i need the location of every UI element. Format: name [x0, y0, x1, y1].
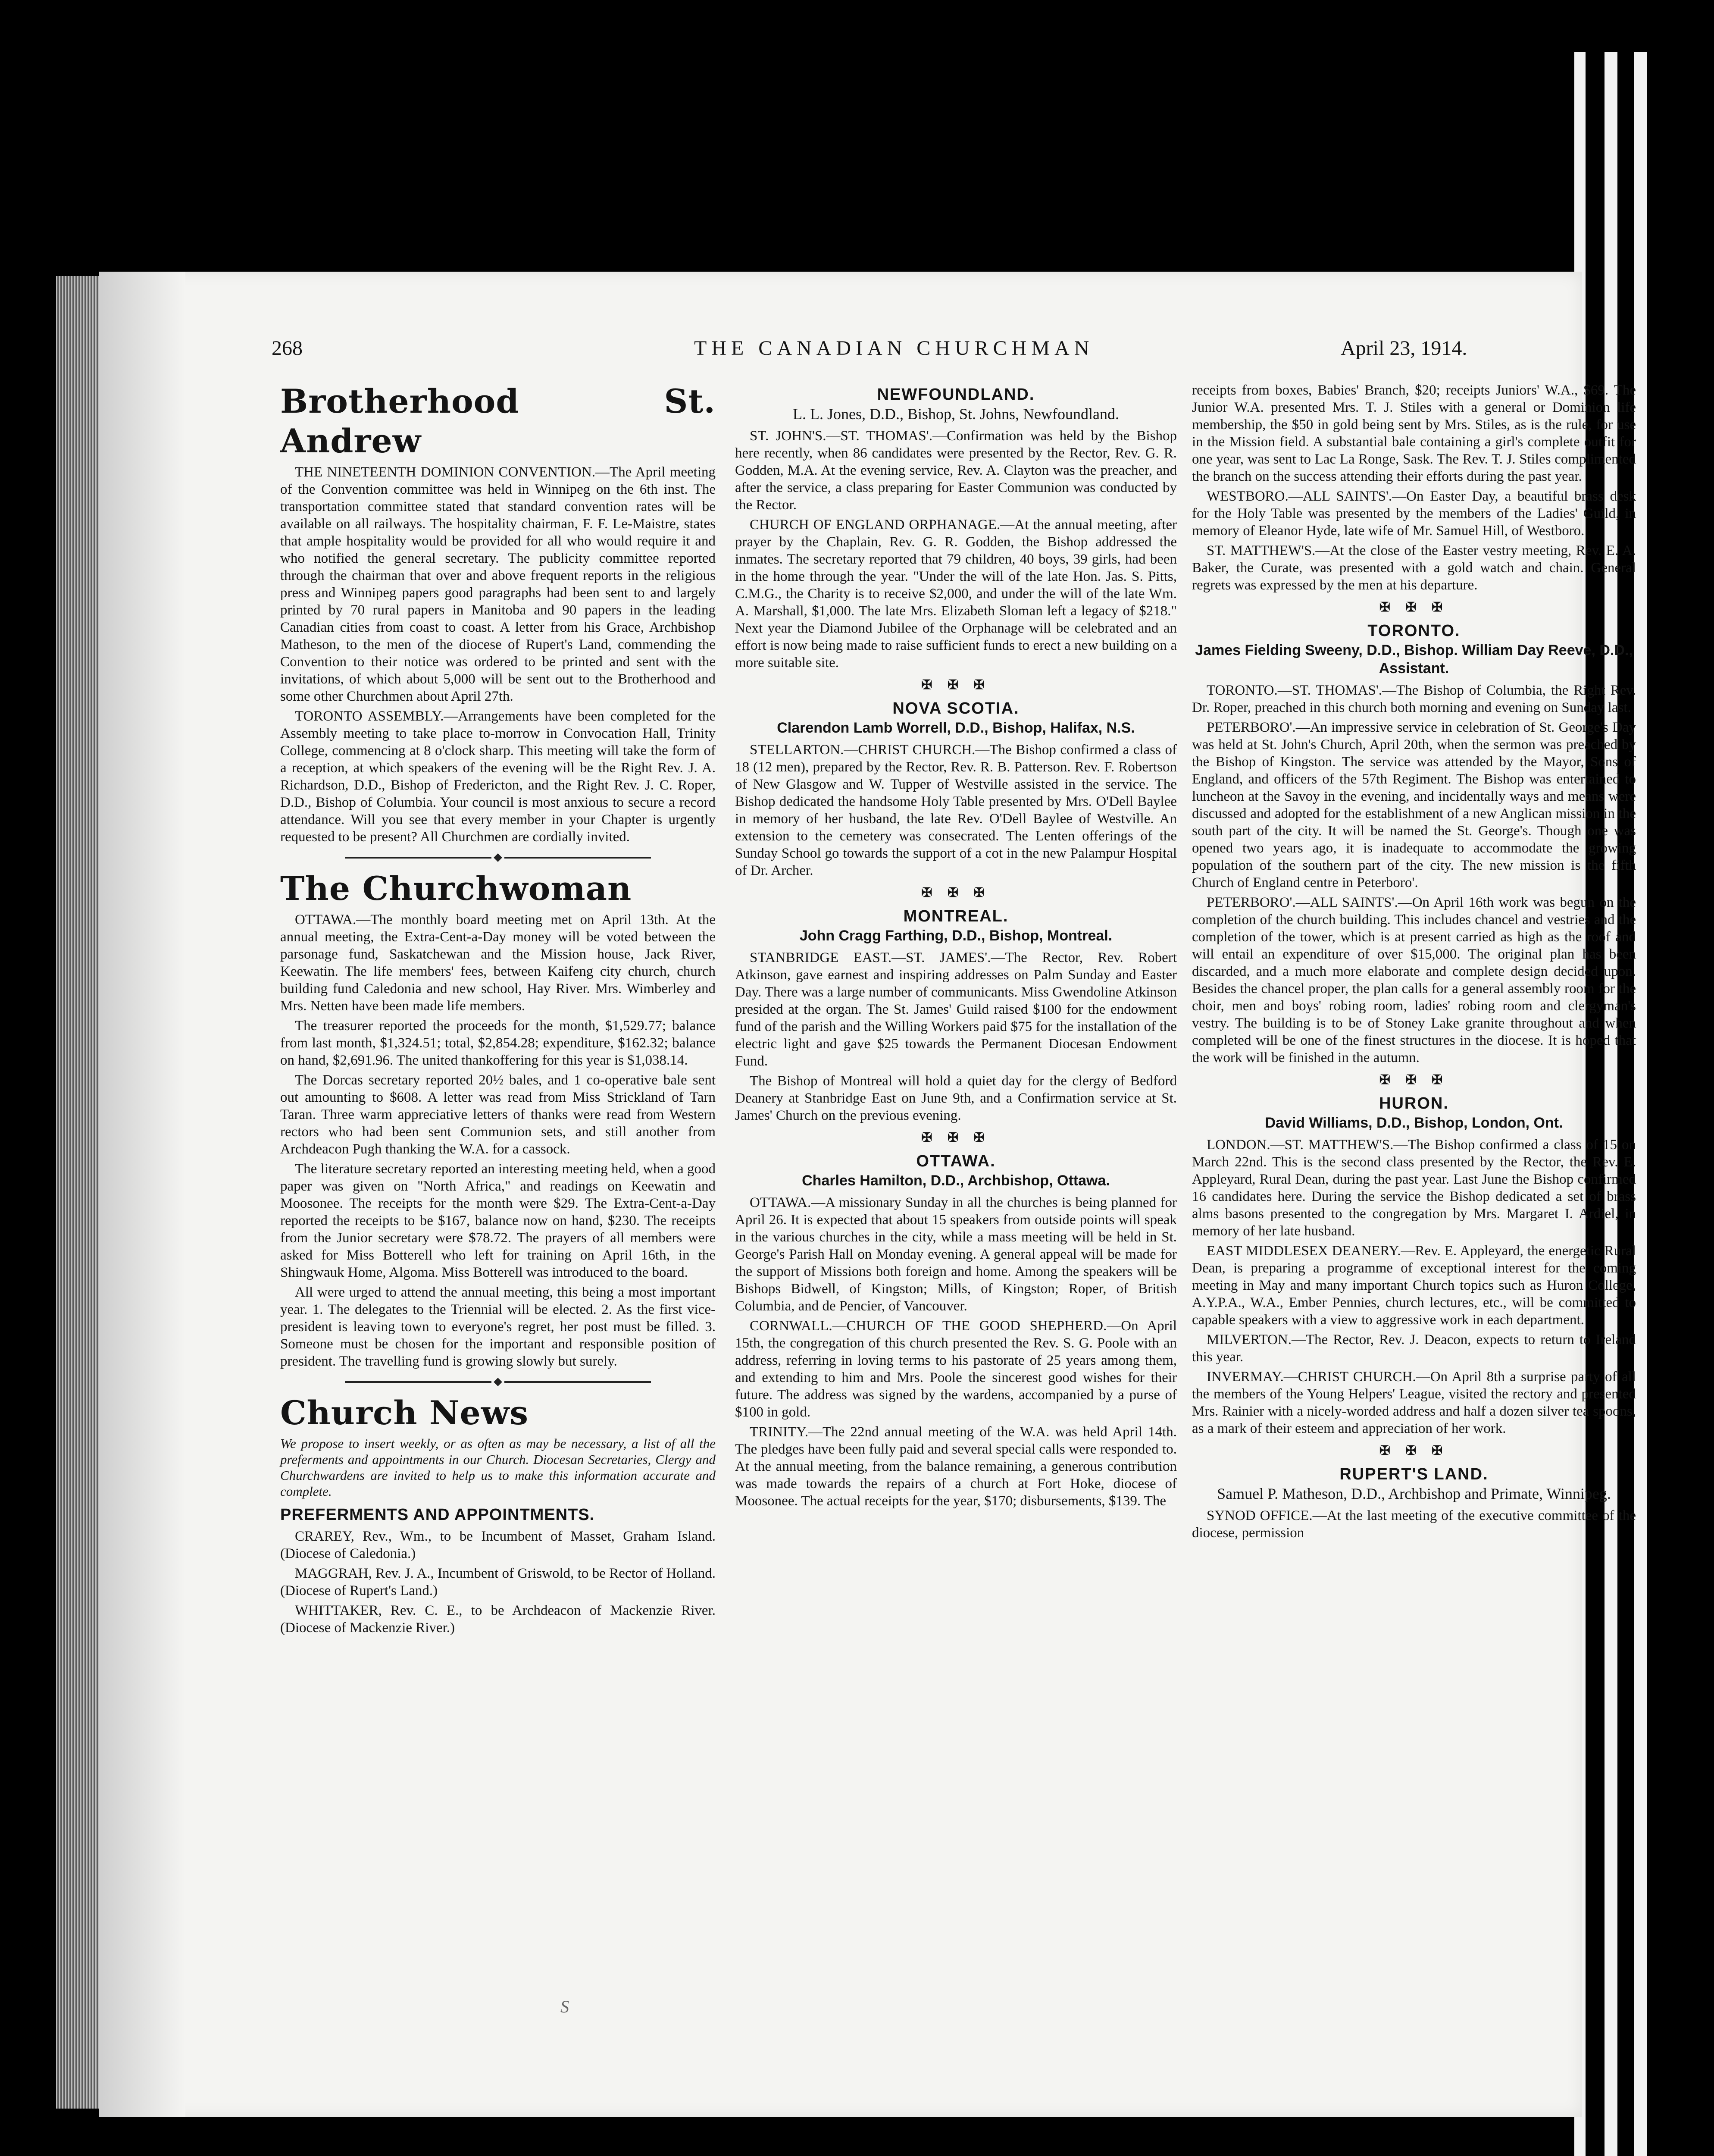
bishop-line: L. L. Jones, D.D., Bishop, St. Johns, Newfoundland. [793, 405, 1119, 423]
bishop-line: James Fielding Sweeny, D.D., Bishop. William Day Reeve, D.D., Assistant. [1195, 642, 1633, 677]
paragraph: PETERBORO'.—An impressive service in celebration of St. George's Day was held at St. John's Church, April 20th, when the sermon was preached by the Bishop of Kingston. The service was attended by the Mayor, Sons of England, and officers of the 57th Regiment. The Bishop was entertained to luncheon at the Savoy in the evening, and incidentally ways and means were discussed and adopted for the establishment of a new Anglican mission in the south part of the city. It will be named the St. George's. Though one was opened two years ago, it is inadequate to accommodate the growing population of the southern part of the city. The new mission is the fifth Church of England centre in Peterboro'. [1192, 720, 1636, 890]
running-head [99, 336, 1582, 371]
diocese-title-ottawa: OTTAWA. [916, 1152, 996, 1170]
paragraph: EAST MIDDLESEX DEANERY.—Rev. E. Appleyard, the energetic Rural Dean, is preparing a programme of exceptional interest for the coming meeting in May and many important Church topics such as Huron College, A.Y.P.A., W.A., Ember Pennies, church lectures, etc., will be committed to capable speakers with a view to aggressive work in each department. [1192, 1243, 1636, 1328]
paragraph: STANBRIDGE EAST.—ST. JAMES'.—The Rector, Rev. Robert Atkinson, gave earnest and inspiring addresses on Palm Sunday and Easter Day. There was a large number of communicants. Miss Gwendoline Atkinson presided at the organ. The St. James' Guild raised $100 for the endowment fund of the parish and the Willing Workers paid $75 for the installation of the electric light and gave $25 towards the Permanent Diocesan Endowment Fund. [735, 950, 1177, 1069]
paragraph: All were urged to attend the annual meeting, this being a most important year. 1. The delegates to the Triennial will be elected. 2. As the first vice-president is leaving town to everyone's regret, her post must be filled. 3. Someone must be chosen for the important and responsible position of president. The travelling fund is growing slowly but surely. [280, 1285, 716, 1369]
appointment-entry: WHITTAKER, Rev. C. E., to be Archdeacon of Mackenzie River. (Diocese of Mackenzie River.) [280, 1603, 716, 1636]
section-title-brotherhood: Brotherhood St. Andrew [280, 382, 716, 460]
paragraph: LONDON.—ST. MATTHEW'S.—The Bishop confirmed a class of 15 on March 22nd. This is the second class presented by the Rector, the Rev. E. Appleyard, Rural Dean, during the past year. Last June the Bishop confirmed 16 candidates here. During the service the Bishop dedicated a set of brass alms basons presented to the congregation by Mrs. Margaret I. Ardiel, in memory of her late husband. [1192, 1137, 1636, 1239]
diocese-title-montreal: MONTREAL. [903, 907, 1009, 925]
page-stack-edge [56, 276, 103, 2109]
bishop-line: Charles Hamilton, D.D., Archbishop, Ottawa. [802, 1172, 1110, 1189]
ornament-divider: ✠ ✠ ✠ [1379, 600, 1449, 614]
paragraph: TRINITY.—The 22nd annual meeting of the W.A. was held April 14th. The pledges have been fully paid and several special calls were responded to. At the annual meeting, from the balance remaining, a generous contribution was made towards the repairs of a church at Fort Hoke, diocese of Moosonee. The actual receipts for the year, $170; disbursements, $139. The [735, 1424, 1177, 1509]
ornament-divider: ✠ ✠ ✠ [921, 678, 991, 692]
paragraph: STELLARTON.—CHRIST CHURCH.—The Bishop confirmed a class of 18 (12 men), prepared by the Rector, Rev. R. B. Patterson. Rev. F. Robertson of New Glasgow and W. Tupper of Westville assisted in the service. The Bishop dedicated the handsome Holy Table presented by Mrs. O'Dell Baylee in memory of her husband, the late Rev. O'Dell Baylee of Westville. An extension to the cemetery was consecrated. The Lenten offerings of the Sunday School go towards the support of a cot in the new Palampur Hospital of Dr. Archer. [735, 742, 1177, 878]
bishop-line: David Williams, D.D., Bishop, London, Ont. [1265, 1115, 1563, 1131]
paragraph: PETERBORO'.—ALL SAINTS'.—On April 16th work was begun on the completion of the church building. This includes chancel and vestries and the completion of the tower, which is at present carried as high as the roof and will entail an expenditure of over $15,000. The original plan has been discarded, and a much more elaborate and complete design decided upon. Besides the chancel proper, the plan calls for a general assembly room for the choir, men and boys' robing room, ladies' robing room and clergyman's vestry. The building is to be of Stoney Lake granite throughout and when completed will be one of the finest structures in the diocese. It is hoped that the work will be finished in the autumn. [1192, 895, 1636, 1065]
ornament-divider: ✠ ✠ ✠ [1379, 1444, 1449, 1458]
paragraph: TORONTO.—ST. THOMAS'.—The Bishop of Columbia, the Right Rev. Dr. Roper, preached in this church both morning and evening on Sunday last. [1192, 683, 1636, 715]
diocese-title-nova-scotia: NOVA SCOTIA. [892, 699, 1020, 718]
ornament-divider: ✠ ✠ ✠ [921, 1131, 991, 1145]
appointment-entry: CRAREY, Rev., Wm., to be Incumbent of Masset, Graham Island. (Diocese of Caledonia.) [280, 1529, 716, 1561]
paragraph: OTTAWA.—A missionary Sunday in all the churches is being planned for April 26. It is expected that about 15 speakers from outside points will speak in the various churches in the city, while a mass meeting will be held in St. George's Parish Hall on Monday evening. A general appeal will be made for the support of Missions both foreign and home. Among the speakers will be Bishops Bidwell, of Kingston; Mills, of Kingston; Roper, of British Columbia, and de Pencier, of Vancouver. [735, 1195, 1177, 1314]
appointment-entry: MAGGRAH, Rev. J. A., Incumbent of Griswold, to be Rector of Holland. (Diocese of Rupert's Land.) [280, 1566, 716, 1598]
section-divider [280, 1373, 716, 1390]
bishop-line: John Cragg Farthing, D.D., Bishop, Montreal. [799, 928, 1113, 944]
paragraph: OTTAWA.—The monthly board meeting met on April 13th. At the annual meeting, the Extra-Cent-a-Day money will be voted between the parsonage fund, Saskatchewan and the Mission house, Jack River, Keewatin. The life members' fees, between Kaifeng city church, church building fund Caledonia and new school, Hay River. Mrs. Wimberley and Mrs. Netten have been made life members. [280, 912, 716, 1014]
section-title-church-news: Church News [280, 1394, 529, 1432]
paragraph: SYNOD OFFICE.—At the last meeting of the executive committee of the diocese, permission [1192, 1508, 1636, 1541]
paragraph: MILVERTON.—The Rector, Rev. J. Deacon, expects to return to Ireland this year. [1192, 1332, 1636, 1365]
paragraph: TORONTO ASSEMBLY.—Arrangements have been completed for the Assembly meeting to take place to-morrow in Convocation Hall, Trinity College, commencing at 8 o'clock sharp. This meeting will take the form of a reception, at which speakers of the evening will be the Right Rev. J. A. Richardson, D.D., Bishop of Fredericton, and the Right Rev. J. C. Roper, D.D., Bishop of Columbia. Your council is most anxious to secure a record attendance. Will you see that every member in your Chapter is urgently requested to be present? All Churchmen are cordially invited. [280, 708, 716, 845]
diocese-title-toronto: TORONTO. [1367, 622, 1461, 640]
column-3 [1192, 382, 1636, 1544]
paragraph: CORNWALL.—CHURCH OF THE GOOD SHEPHERD.—On April 15th, the congregation of this church presented the Rev. S. G. Poole with an address, referring in loving terms to his pastorate of 25 years among them, and extending to him and Mrs. Poole the sincerest good wishes for their future. The address was signed by the wardens, accompanied by a purse of $100 in gold. [735, 1318, 1177, 1420]
paragraph: WESTBORO.—ALL SAINTS'.—On Easter Day, a beautiful brass desk for the Holy Table was presented by the members of the Ladies' Guild, in memory of Eleanor Hyde, late wife of Mr. Samuel Hill, of Westboro. [1192, 489, 1636, 539]
ornament-divider: ✠ ✠ ✠ [1379, 1073, 1449, 1087]
handwritten-mark: S [560, 1997, 569, 2016]
paragraph: INVERMAY.—CHRIST CHURCH.—On April 8th a surprise party of all the members of the Young Helpers' League, visited the rectory and presented Mrs. Rainier with a nicely-worded address and half a dozen silver tea spoons, as a mark of their esteem and appreciation of her work. [1192, 1369, 1636, 1436]
bishop-line: Clarendon Lamb Worrell, D.D., Bishop, Halifax, N.S. [777, 720, 1135, 736]
journal-title: THE CANADIAN CHURCHMAN [694, 337, 1094, 360]
preferments-heading: PREFERMENTS AND APPOINTMENTS. [280, 1506, 595, 1524]
diocese-title-newfoundland: NEWFOUNDLAND. [877, 385, 1035, 404]
ornament-divider: ✠ ✠ ✠ [921, 886, 991, 900]
newspaper-page [99, 272, 1636, 2117]
section-title-churchwoman: The Churchwoman [280, 869, 632, 908]
diocese-title-huron: HURON. [1379, 1094, 1449, 1112]
page-number: 268 [272, 337, 303, 360]
paragraph: receipts from boxes, Babies' Branch, $20; receipts Juniors' W.A., $69. The Junior W.A. presented Mrs. T. J. Stiles with a general or Dominion life membership, the $50 in gold being sent by Mrs. Stiles, as is the rule, for use in the Mission field. A substantial bale containing a girl's complete outfit for one year, was sent to Lac La Ronge, Sask. The Rev. T. J. Stiles complimented the branch on the success attending their efforts during the past year. [1192, 382, 1636, 484]
paragraph: The literature secretary reported an interesting meeting held, when a good paper was given on "North Africa," and readings on Keewatin and Moosonee. The receipts for the month were $29. The Extra-Cent-a-Day reported the receipts to be $167, balance now on hand, $230. The receipts from the Junior secretary were $78.72. The prayers of all members were asked for Miss Botterell who left for training on April 16th, in the Shingwauk Home, Algoma. Miss Botterell was introduced to the board. [280, 1161, 716, 1280]
paragraph: CHURCH OF ENGLAND ORPHANAGE.—At the annual meeting, after prayer by the Chaplain, Rev. G. R. Godden, the Bishop addressed the inmates. The secretary reported that 79 children, 40 boys, 39 girls, had been in the home through the year. "Under the will of the late Hon. Jas. S. Pitts, C.M.G., the Charity is to receive $2,000, and under the will of the late Wm. A. Marshall, $1,000. The late Mrs. Elizabeth Sloman left a legacy of $218." Next year the Diamond Jubilee of the Orphanage will be celebrated and an effort is now being made to raise sufficient funds to erect a new building on a more suitable site. [735, 517, 1177, 671]
paragraph: The Dorcas secretary reported 20½ bales, and 1 co-operative bale sent out amounting to $608. A letter was read from Miss Strickland of Tarn Taran. Three warm appreciative letters of thanks were read from Western rectors who had been sent Communion sets, and still another from Archdeacon Pugh thanking the W.A. for a cassock. [280, 1072, 716, 1157]
column-2 [735, 382, 1177, 1512]
issue-date: April 23, 1914. [1341, 337, 1467, 360]
paragraph: ST. MATTHEW'S.—At the close of the Easter vestry meeting, Rev. E. A. Baker, the Curate, was presented with a gold watch and chain. General regrets was expressed by the men at his departure. [1192, 543, 1636, 593]
bishop-line: Samuel P. Matheson, D.D., Archbishop and Primate, Winnipeg. [1217, 1485, 1611, 1502]
paragraph: The Bishop of Montreal will hold a quiet day for the clergy of Bedford Deanery at Stanbridge East on June 9th, and a Confirmation service at St. James' Church on the previous evening. [735, 1073, 1177, 1123]
section-divider [280, 848, 716, 865]
paragraph: THE NINETEENTH DOMINION CONVENTION.—The April meeting of the Convention committee was held in Winnipeg on the 6th inst. The transportation committee stated that standard convention rates will be available on all railways. The hospitality chairman, F. F. Le-Maistre, states that ample hospitality would be provided for all who would require it and who notified the general secretary. The publicity committee reported through the chairman that over and above frequent reports in the religious press and Winnipeg papers good paragraphs had been sent to and largely printed by 70 rural papers in Manitoba and 90 papers in the leading Canadian cities from coast to coast. A letter from his Grace, Archbishop Matheson, to the men of the diocese of Rupert's Land, commending the Convention to their notice was ordered to be printed and sent with the invitations, of which about 5,000 will be sent out to the Brotherhood and some other Churchmen about April 27th. [280, 464, 716, 704]
church-news-intro: We propose to insert weekly, or as often as may be necessary, a list of all the preferments and appointments in our Church. Diocesan Secretaries, Clergy and Churchwardens are invited to help us to make this information accurate and complete. [280, 1436, 716, 1499]
diocese-title-ruperts-land: RUPERT'S LAND. [1339, 1465, 1489, 1483]
column-1 [280, 382, 716, 1639]
page-gutter [99, 272, 185, 2117]
paragraph: The treasurer reported the proceeds for the month, $1,529.77; balance from last month, $1,324.51; total, $2,854.28; expenditure, $162.32; balance on hand, $2,691.96. The united thankoffering for this year is $1,038.14. [280, 1018, 716, 1068]
paragraph: ST. JOHN'S.—ST. THOMAS'.—Confirmation was held by the Bishop here recently, when 86 candidates were presented by the Rector, Rev. G. R. Godden, M.A. At the evening service, Rev. A. Clayton was the preacher, and after the service, a class preparing for Easter Communion was conducted by the Rector. [735, 428, 1177, 513]
